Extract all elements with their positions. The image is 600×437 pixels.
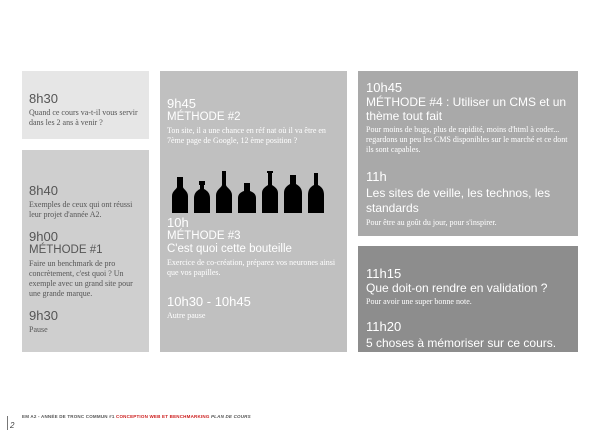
bottle-icon (284, 175, 302, 213)
item-description: Exemples de ceux qui ont réussi leur projet d'année A2. (29, 200, 133, 219)
schedule-block-945 (160, 71, 347, 352)
item-description: Autre pause (167, 311, 206, 320)
time-label: 10h30 - 10h45 (167, 294, 251, 309)
schedule-block-1045 (358, 71, 578, 236)
method-heading: MÉTHODE #3 (167, 230, 241, 242)
item-description: Ton site, il a une chance en réf nat où il va être en 7ème page de Google, 12 ème position ? (167, 126, 326, 145)
schedule-block-840 (22, 150, 149, 352)
method-subheading: C'est quoi cette bouteille (167, 243, 292, 255)
item-description: Pour être au goût du jour, pour s'inspirer. (366, 218, 497, 227)
section-heading: 5 choses à mémoriser sur ce cours. (366, 336, 557, 350)
item-description: Quand ce cours va-t-il vous servir dans les 2 ans à venir ? (29, 108, 138, 127)
bottle-icon (194, 181, 210, 213)
item-description: Pause (29, 325, 48, 334)
time-label: 10h45 (366, 80, 403, 95)
bottles-illustration (172, 168, 341, 213)
page-number: 2 (10, 421, 15, 430)
item-description: Pour moins de bugs, plus de rapidité, moins d'html à coder... regardons un peu les CMS disponibles sur le marché et ce dont ils sont capables. (366, 125, 568, 154)
section-heading: Que doit-on rendre en validation ? (366, 281, 548, 295)
time-label: 11h (366, 169, 387, 184)
method-heading: MÉTHODE #2 (167, 111, 241, 123)
bottle-icon (262, 171, 278, 213)
footer-doc-type: PLAN DE COURS (210, 414, 251, 419)
time-label: 9h00 (29, 229, 58, 244)
item-description: Pour avoir une super bonne note. (366, 297, 472, 306)
time-label: 11h20 (366, 319, 402, 334)
schedule-block-1115 (358, 246, 578, 352)
time-label: 11h15 (366, 266, 402, 281)
footer-course: EM A2 - ANNÉE DE TRONC COMMUN #1 (22, 414, 115, 419)
bottle-icon (216, 171, 232, 213)
time-label: 8h30 (29, 91, 58, 106)
bottle-icon (308, 173, 324, 213)
schedule-block-830 (22, 71, 149, 139)
time-label: 9h45 (167, 96, 196, 111)
section-heading: Les sites de veille, les technos, les standards (366, 186, 551, 215)
item-description: Exercice de co-création, préparez vos neurones ainsi que vos papilles. (167, 258, 336, 277)
bottle-icon (172, 177, 188, 213)
bottle-icon (238, 183, 256, 213)
footer-title: CONCEPTION WEB ET BENCHMARKING (116, 414, 210, 419)
time-label: 8h40 (29, 183, 58, 198)
item-description: Faire un benchmark de pro concrètement, c'est quoi ? Un exemple avec un grand site pour une grande marque. (29, 259, 133, 298)
time-label: 10h (167, 215, 189, 230)
method-heading: MÉTHODE #1 (29, 244, 103, 256)
method-heading: MÉTHODE #4 : Utiliser un CMS et un thème tout fait (366, 95, 567, 123)
time-label: 9h30 (29, 308, 58, 323)
page-footer (22, 414, 251, 419)
